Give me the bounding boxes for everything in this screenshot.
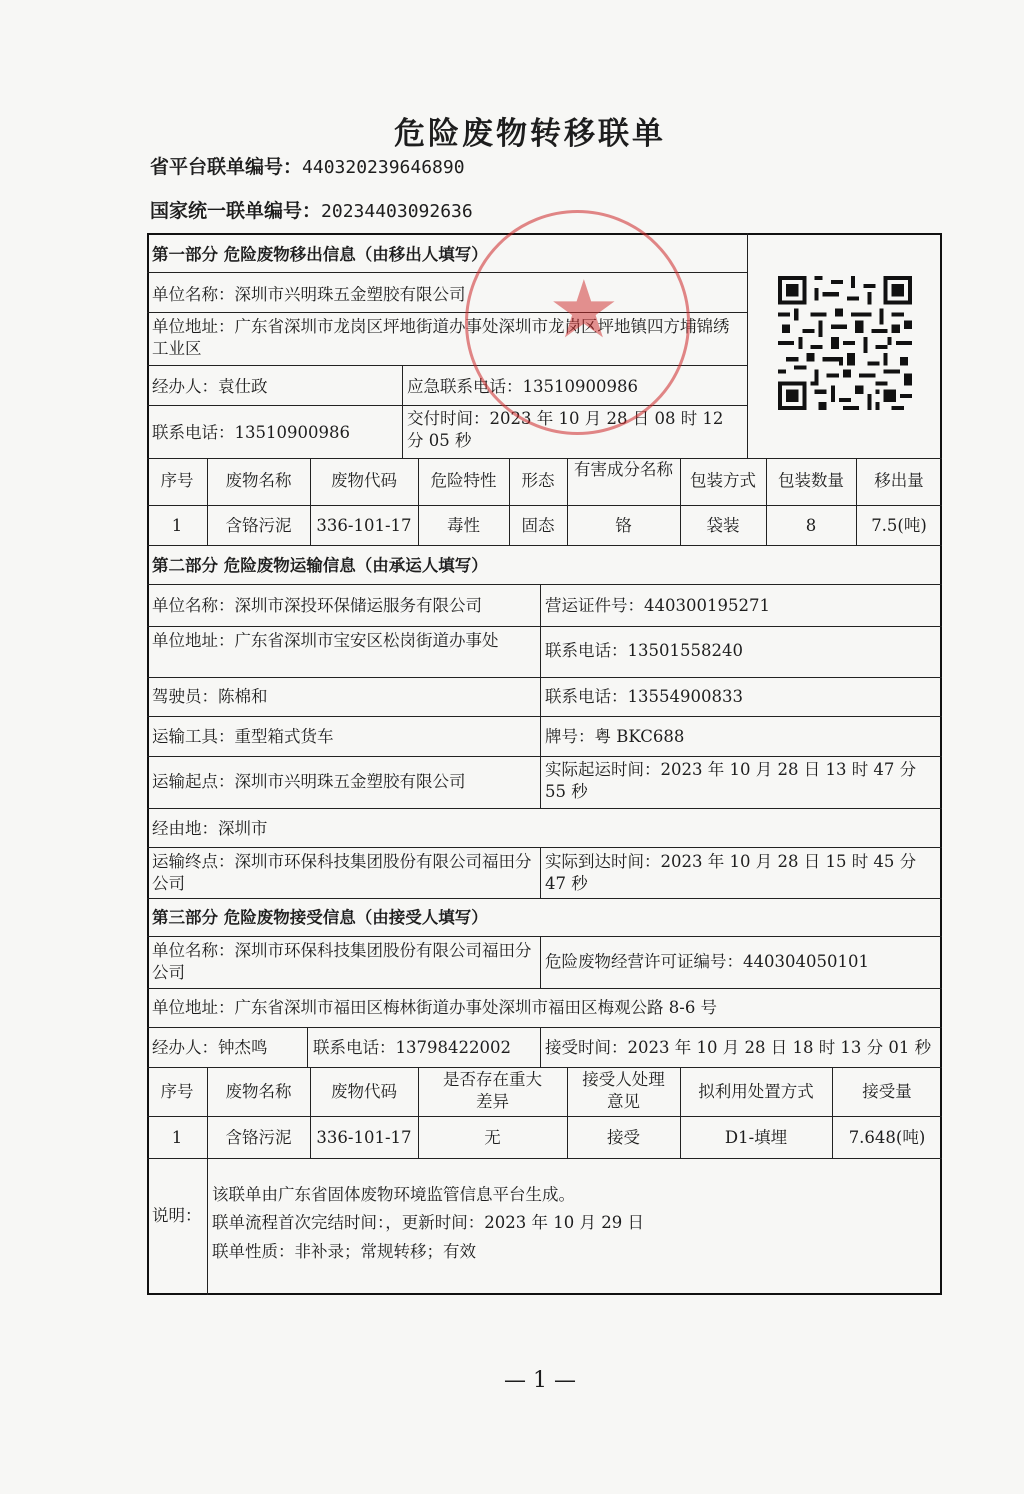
part1-emergency-phone: 应急联系电话：13510900986 [407, 377, 638, 396]
p1-cell-waste-code: 336-101-17 [316, 516, 412, 535]
part2-plate: 牌号：粤 BKC688 [545, 727, 685, 746]
notes-line-2: 联单流程首次完结时间：，更新时间：2023 年 10 月 29 日 [212, 1213, 644, 1232]
part3-license: 危险废物经营许可证编号：440304050101 [545, 952, 869, 971]
p1-cell-hazard: 毒性 [447, 516, 480, 535]
p3-col-major-difference: 是否存在重大差异 [443, 1070, 542, 1111]
p1-cell-form: 固态 [521, 516, 555, 535]
part2-heading: 第二部分 危险废物运输信息（由承运人填写） [152, 556, 488, 575]
p1-col-package-count: 包装数量 [778, 471, 844, 490]
part1-heading: 第一部分 危险废物移出信息（由移出人填写） [152, 245, 488, 264]
part2-end-point: 运输终点：深圳市环保科技集团股份有限公司福田分公司 [152, 852, 532, 893]
part3-phone: 联系电话：13798422002 [313, 1038, 511, 1057]
p3-cell-waste-name: 含铬污泥 [225, 1128, 292, 1147]
p3-col-receiver-opinion: 接受人处理意见 [582, 1070, 665, 1111]
p1-col-waste-code: 废物代码 [331, 471, 397, 490]
p3-col-received-quantity: 接受量 [862, 1082, 912, 1101]
p3-cell-received-quantity: 7.648(吨) [848, 1128, 926, 1147]
p3-col-waste-name: 废物名称 [225, 1082, 292, 1101]
part2-phone1: 联系电话：13501558240 [545, 641, 743, 660]
notes-line-1: 该联单由广东省固体废物环境监管信息平台生成。 [212, 1185, 575, 1204]
part2-license: 营运证件号：440300195271 [545, 596, 770, 615]
p1-cell-packaging: 袋装 [706, 516, 740, 535]
national-number-line [150, 196, 473, 223]
part1-unit-name: 单位名称：深圳市兴明珠五金塑胶有限公司 [152, 285, 466, 304]
part3-address: 单位地址：广东省深圳市福田区梅林街道办事处深圳市福田区梅观公路 8-6 号 [152, 998, 718, 1017]
p3-cell-index: 1 [171, 1128, 183, 1147]
part2-via: 经由地：深圳市 [152, 819, 268, 838]
part2-start-time: 实际起运时间：2023 年 10 月 28 日 13 时 47 分 55 秒 [545, 760, 917, 801]
p3-cell-major-difference: 无 [484, 1128, 501, 1147]
part1-delivery-time: 交付时间：2023 年 10 月 28 日 08 时 12 分 05 秒 [407, 409, 724, 450]
part2-driver: 驾驶员：陈棉和 [152, 687, 268, 706]
part1-address: 单位地址：广东省深圳市龙岗区坪地街道办事处深圳市龙岗区坪地镇四方埔锦绣工业区 [152, 317, 730, 358]
notes-label: 说明： [152, 1206, 202, 1225]
p1-cell-harmful-component: 铬 [615, 516, 632, 535]
province-number: 440320239646890 [302, 157, 465, 178]
p1-col-quantity: 移出量 [874, 471, 924, 490]
part3-unit-name: 单位名称：深圳市环保科技集团股份有限公司福田分公司 [152, 941, 532, 982]
p1-col-waste-name: 废物名称 [225, 471, 292, 490]
p1-col-packaging: 包装方式 [690, 471, 756, 490]
part2-unit-name: 单位名称：深圳市深投环保储运服务有限公司 [152, 596, 482, 615]
part2-start-point: 运输起点：深圳市兴明珠五金塑胶有限公司 [152, 772, 466, 791]
part1-handler: 经办人：袁仕政 [152, 377, 268, 396]
part2-vehicle: 运输工具：重型箱式货车 [152, 727, 334, 746]
national-number-label: 国家统一联单编号： [150, 200, 322, 222]
p3-col-index: 序号 [160, 1082, 194, 1101]
p1-col-index: 序号 [160, 471, 194, 490]
notes-line-3: 联单性质：非补录；常规转移；有效 [212, 1242, 476, 1261]
part3-heading: 第三部分 危险废物接受信息（由接受人填写） [152, 908, 488, 927]
p3-cell-receiver-opinion: 接受 [607, 1128, 640, 1147]
part2-phone2: 联系电话：13554900833 [545, 687, 743, 706]
province-number-line [150, 152, 465, 179]
p3-cell-waste-code: 336-101-17 [316, 1128, 412, 1147]
national-number: 20234403092636 [321, 201, 473, 222]
seal-star-icon: ★ [548, 263, 620, 356]
part2-address: 单位地址：广东省深圳市宝安区松岗街道办事处 [152, 631, 499, 650]
qr-code-icon [778, 276, 912, 410]
p3-cell-disposal-method: D1-填埋 [724, 1128, 788, 1147]
part3-handler: 经办人：钟杰鸣 [152, 1038, 268, 1057]
part2-arrive-time: 实际到达时间：2023 年 10 月 28 日 15 时 45 分 47 秒 [545, 852, 917, 893]
province-number-label: 省平台联单编号： [150, 156, 303, 178]
p1-cell-waste-name: 含铬污泥 [225, 516, 292, 535]
p3-col-disposal-method: 拟利用处置方式 [698, 1082, 814, 1101]
p1-cell-package-count: 8 [805, 516, 817, 535]
p1-col-form: 形态 [521, 471, 555, 490]
document-title: 危险废物转移联单 [394, 116, 666, 152]
p3-col-waste-code: 废物代码 [331, 1082, 397, 1101]
page-number: — 1 — [504, 1368, 576, 1393]
p1-cell-quantity: 7.5(吨) [871, 516, 927, 535]
p1-cell-index: 1 [171, 516, 183, 535]
p1-col-harmful-component: 有害成分名称 [574, 460, 673, 479]
part3-receive-time: 接受时间：2023 年 10 月 28 日 18 时 13 分 01 秒 [545, 1038, 932, 1057]
p1-col-hazard: 危险特性 [430, 471, 497, 490]
part1-contact-phone: 联系电话：13510900986 [152, 423, 350, 442]
